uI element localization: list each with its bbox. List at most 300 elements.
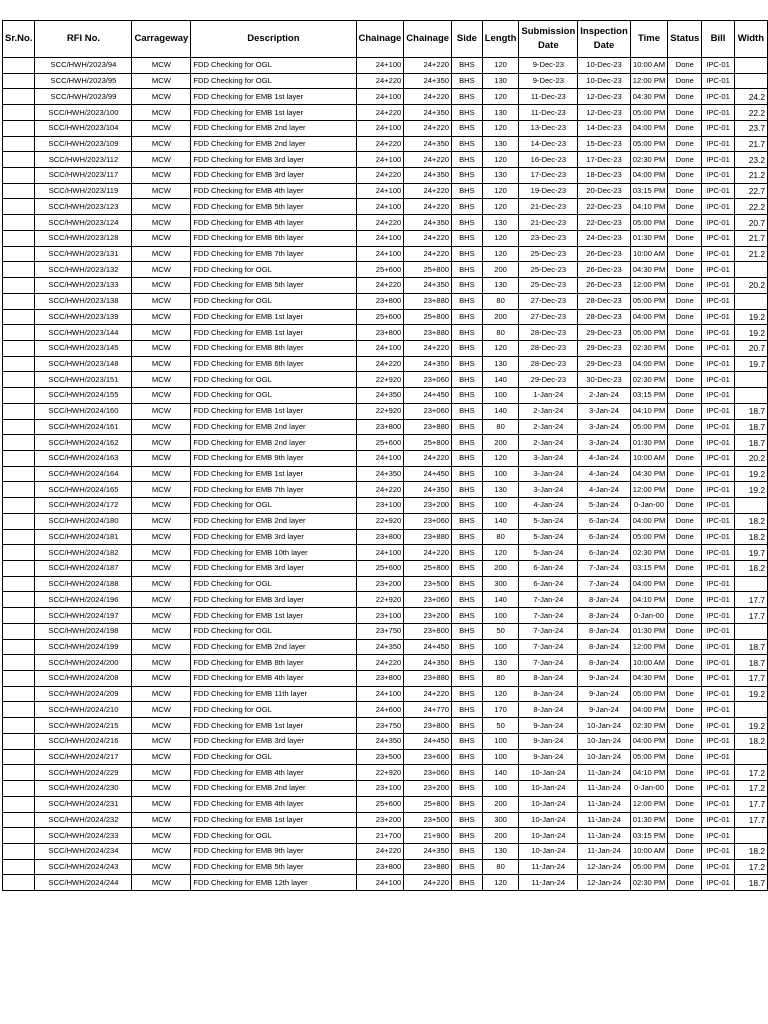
- side-cell: BHS: [452, 482, 483, 498]
- inspection-date-cell: 3-Jan-24: [578, 419, 631, 435]
- width-cell: 18.2: [734, 513, 767, 529]
- inspection-date-cell: 10-Jan-24: [578, 718, 631, 734]
- submission-date-cell: 1-Jan-24: [519, 388, 578, 404]
- time-cell: 02:30 PM: [630, 340, 668, 356]
- status-cell: Done: [668, 702, 702, 718]
- length-cell: 100: [482, 639, 519, 655]
- chainage-to-cell: 24+220: [404, 246, 452, 262]
- bill-cell: IPC-01: [702, 309, 734, 325]
- inspection-date-cell: 4-Jan-24: [578, 450, 631, 466]
- description-cell: FDD Checking for OGL: [191, 293, 356, 309]
- status-cell: Done: [668, 859, 702, 875]
- table-row: [3, 372, 768, 388]
- carrageway-cell: MCW: [132, 639, 191, 655]
- length-cell: 100: [482, 749, 519, 765]
- submission-date-cell: 4-Jan-24: [519, 498, 578, 514]
- inspection-date-cell: 14-Dec-23: [578, 120, 631, 136]
- description-cell: FDD Checking for EMB 6th layer: [191, 356, 356, 372]
- sr-no-cell: [3, 152, 35, 168]
- bill-cell: IPC-01: [702, 293, 734, 309]
- status-cell: Done: [668, 152, 702, 168]
- submission-date-cell: 14-Dec-23: [519, 136, 578, 152]
- chainage-from-cell: 23+100: [356, 608, 404, 624]
- chainage-from-cell: 22+920: [356, 403, 404, 419]
- side-cell: BHS: [452, 623, 483, 639]
- status-cell: Done: [668, 356, 702, 372]
- chainage-from-cell: 24+100: [356, 58, 404, 74]
- submission-date-cell: 10-Jan-24: [519, 781, 578, 797]
- rfi-no-cell: SCC/HWH/2024/231: [35, 796, 132, 812]
- chainage-to-cell: 23+880: [404, 419, 452, 435]
- chainage-to-cell: 23+800: [404, 718, 452, 734]
- inspection-date-cell: 11-Jan-24: [578, 765, 631, 781]
- bill-cell: IPC-01: [702, 812, 734, 828]
- side-cell: BHS: [452, 262, 483, 278]
- sr-no-cell: [3, 843, 35, 859]
- side-cell: BHS: [452, 73, 483, 89]
- chainage-from-cell: 23+800: [356, 859, 404, 875]
- side-cell: BHS: [452, 388, 483, 404]
- bill-cell: IPC-01: [702, 513, 734, 529]
- inspection-date-cell: 8-Jan-24: [578, 639, 631, 655]
- table-row: [3, 73, 768, 89]
- table-row: [3, 781, 768, 797]
- width-cell: 17.2: [734, 859, 767, 875]
- side-cell: BHS: [452, 136, 483, 152]
- width-cell: 17.7: [734, 592, 767, 608]
- width-cell: 18.2: [734, 561, 767, 577]
- side-cell: BHS: [452, 340, 483, 356]
- description-cell: FDD Checking for EMB 2nd layer: [191, 419, 356, 435]
- chainage-from-cell: 22+920: [356, 513, 404, 529]
- sr-no-cell: [3, 671, 35, 687]
- time-cell: 04:00 PM: [630, 309, 668, 325]
- time-cell: 04:30 PM: [630, 671, 668, 687]
- chainage-from-cell: 25+600: [356, 796, 404, 812]
- length-cell: 100: [482, 466, 519, 482]
- chainage-from-cell: 25+600: [356, 309, 404, 325]
- carrageway-cell: MCW: [132, 435, 191, 451]
- width-cell: [734, 58, 767, 74]
- sr-no-cell: [3, 765, 35, 781]
- width-cell: 20.7: [734, 340, 767, 356]
- chainage-to-cell: 24+350: [404, 136, 452, 152]
- inspection-date-cell: 12-Dec-23: [578, 89, 631, 105]
- description-cell: FDD Checking for OGL: [191, 372, 356, 388]
- header-side: Side: [452, 21, 483, 58]
- table-row: [3, 120, 768, 136]
- chainage-from-cell: 24+220: [356, 482, 404, 498]
- table-row: [3, 168, 768, 184]
- time-cell: 04:30 PM: [630, 466, 668, 482]
- side-cell: BHS: [452, 733, 483, 749]
- chainage-to-cell: 25+800: [404, 796, 452, 812]
- inspection-date-cell: 7-Jan-24: [578, 576, 631, 592]
- chainage-from-cell: 24+100: [356, 686, 404, 702]
- chainage-from-cell: 24+100: [356, 183, 404, 199]
- rfi-no-cell: SCC/HWH/2024/229: [35, 765, 132, 781]
- table-row: [3, 403, 768, 419]
- inspection-date-cell: 15-Dec-23: [578, 136, 631, 152]
- inspection-date-cell: 11-Jan-24: [578, 796, 631, 812]
- width-cell: 19.2: [734, 325, 767, 341]
- chainage-from-cell: 23+100: [356, 781, 404, 797]
- chainage-to-cell: 24+220: [404, 183, 452, 199]
- chainage-from-cell: 23+800: [356, 293, 404, 309]
- side-cell: BHS: [452, 403, 483, 419]
- time-cell: 05:00 PM: [630, 215, 668, 231]
- chainage-from-cell: 24+350: [356, 388, 404, 404]
- rfi-no-cell: SCC/HWH/2023/145: [35, 340, 132, 356]
- length-cell: 100: [482, 733, 519, 749]
- bill-cell: IPC-01: [702, 136, 734, 152]
- chainage-from-cell: 22+920: [356, 765, 404, 781]
- sr-no-cell: [3, 529, 35, 545]
- rfi-no-cell: SCC/HWH/2024/196: [35, 592, 132, 608]
- table-row: [3, 702, 768, 718]
- table-row: [3, 356, 768, 372]
- chainage-to-cell: 24+350: [404, 843, 452, 859]
- submission-date-cell: 6-Jan-24: [519, 561, 578, 577]
- table-row: [3, 325, 768, 341]
- length-cell: 170: [482, 702, 519, 718]
- submission-date-cell: 23-Dec-23: [519, 230, 578, 246]
- length-cell: 200: [482, 828, 519, 844]
- bill-cell: IPC-01: [702, 875, 734, 891]
- carrageway-cell: MCW: [132, 576, 191, 592]
- carrageway-cell: MCW: [132, 136, 191, 152]
- table-row: [3, 246, 768, 262]
- length-cell: 120: [482, 152, 519, 168]
- submission-date-cell: 13-Dec-23: [519, 120, 578, 136]
- submission-date-cell: 2-Jan-24: [519, 419, 578, 435]
- sr-no-cell: [3, 498, 35, 514]
- bill-cell: IPC-01: [702, 278, 734, 294]
- chainage-from-cell: 24+220: [356, 73, 404, 89]
- submission-date-cell: 11-Jan-24: [519, 859, 578, 875]
- carrageway-cell: MCW: [132, 733, 191, 749]
- time-cell: 01:30 PM: [630, 812, 668, 828]
- header-rfi-no: RFI No.: [35, 21, 132, 58]
- chainage-to-cell: 24+350: [404, 73, 452, 89]
- carrageway-cell: MCW: [132, 592, 191, 608]
- inspection-date-cell: 28-Dec-23: [578, 293, 631, 309]
- status-cell: Done: [668, 278, 702, 294]
- submission-date-cell: 3-Jan-24: [519, 482, 578, 498]
- description-cell: FDD Checking for EMB 1st layer: [191, 466, 356, 482]
- carrageway-cell: MCW: [132, 545, 191, 561]
- chainage-to-cell: 24+220: [404, 545, 452, 561]
- carrageway-cell: MCW: [132, 482, 191, 498]
- side-cell: BHS: [452, 718, 483, 734]
- submission-date-cell: 29-Dec-23: [519, 372, 578, 388]
- time-cell: 04:00 PM: [630, 576, 668, 592]
- table-row: [3, 812, 768, 828]
- chainage-to-cell: 24+220: [404, 450, 452, 466]
- status-cell: Done: [668, 215, 702, 231]
- bill-cell: IPC-01: [702, 230, 734, 246]
- description-cell: FDD Checking for OGL: [191, 262, 356, 278]
- width-cell: 21.2: [734, 168, 767, 184]
- chainage-from-cell: 24+100: [356, 450, 404, 466]
- table-row: [3, 435, 768, 451]
- width-cell: 18.2: [734, 843, 767, 859]
- table-row: [3, 655, 768, 671]
- chainage-to-cell: 25+800: [404, 262, 452, 278]
- time-cell: 05:00 PM: [630, 293, 668, 309]
- chainage-from-cell: 24+220: [356, 168, 404, 184]
- carrageway-cell: MCW: [132, 356, 191, 372]
- time-cell: 05:00 PM: [630, 325, 668, 341]
- bill-cell: IPC-01: [702, 73, 734, 89]
- time-cell: 02:30 PM: [630, 545, 668, 561]
- chainage-from-cell: 24+350: [356, 466, 404, 482]
- length-cell: 120: [482, 199, 519, 215]
- side-cell: BHS: [452, 466, 483, 482]
- table-row: [3, 278, 768, 294]
- sr-no-cell: [3, 749, 35, 765]
- length-cell: 120: [482, 58, 519, 74]
- carrageway-cell: MCW: [132, 812, 191, 828]
- bill-cell: IPC-01: [702, 419, 734, 435]
- time-cell: 0-Jan-00: [630, 608, 668, 624]
- sr-no-cell: [3, 466, 35, 482]
- rfi-no-cell: SCC/HWH/2023/139: [35, 309, 132, 325]
- rfi-no-cell: SCC/HWH/2024/243: [35, 859, 132, 875]
- chainage-from-cell: 23+200: [356, 812, 404, 828]
- description-cell: FDD Checking for EMB 12th layer: [191, 875, 356, 891]
- sr-no-cell: [3, 58, 35, 74]
- sr-no-cell: [3, 702, 35, 718]
- chainage-from-cell: 24+100: [356, 545, 404, 561]
- length-cell: 130: [482, 278, 519, 294]
- length-cell: 120: [482, 89, 519, 105]
- table-row: [3, 749, 768, 765]
- rfi-no-cell: SCC/HWH/2024/210: [35, 702, 132, 718]
- inspection-date-cell: 26-Dec-23: [578, 246, 631, 262]
- length-cell: 130: [482, 843, 519, 859]
- table-row: [3, 529, 768, 545]
- description-cell: FDD Checking for EMB 1st layer: [191, 105, 356, 121]
- side-cell: BHS: [452, 608, 483, 624]
- sr-no-cell: [3, 388, 35, 404]
- inspection-date-cell: 26-Dec-23: [578, 278, 631, 294]
- length-cell: 200: [482, 262, 519, 278]
- sr-no-cell: [3, 215, 35, 231]
- chainage-from-cell: 23+500: [356, 749, 404, 765]
- bill-cell: IPC-01: [702, 372, 734, 388]
- width-cell: 17.7: [734, 671, 767, 687]
- inspection-date-cell: 7-Jan-24: [578, 561, 631, 577]
- chainage-from-cell: 23+800: [356, 325, 404, 341]
- rfi-no-cell: SCC/HWH/2023/128: [35, 230, 132, 246]
- bill-cell: IPC-01: [702, 262, 734, 278]
- bill-cell: IPC-01: [702, 340, 734, 356]
- submission-date-cell: 19-Dec-23: [519, 183, 578, 199]
- chainage-from-cell: 24+220: [356, 136, 404, 152]
- time-cell: 10:00 AM: [630, 246, 668, 262]
- inspection-date-cell: 24-Dec-23: [578, 230, 631, 246]
- rfi-no-cell: SCC/HWH/2024/164: [35, 466, 132, 482]
- side-cell: BHS: [452, 686, 483, 702]
- table-row: [3, 89, 768, 105]
- status-cell: Done: [668, 246, 702, 262]
- time-cell: 05:00 PM: [630, 529, 668, 545]
- side-cell: BHS: [452, 168, 483, 184]
- sr-no-cell: [3, 828, 35, 844]
- chainage-to-cell: 24+220: [404, 230, 452, 246]
- chainage-from-cell: 24+100: [356, 230, 404, 246]
- status-cell: Done: [668, 89, 702, 105]
- time-cell: 12:00 PM: [630, 278, 668, 294]
- bill-cell: IPC-01: [702, 89, 734, 105]
- table-row: [3, 466, 768, 482]
- bill-cell: IPC-01: [702, 702, 734, 718]
- sr-no-cell: [3, 718, 35, 734]
- carrageway-cell: MCW: [132, 781, 191, 797]
- description-cell: FDD Checking for EMB 4th layer: [191, 215, 356, 231]
- chainage-to-cell: 24+220: [404, 686, 452, 702]
- rfi-no-cell: SCC/HWH/2023/133: [35, 278, 132, 294]
- rfi-no-cell: SCC/HWH/2023/138: [35, 293, 132, 309]
- bill-cell: IPC-01: [702, 733, 734, 749]
- status-cell: Done: [668, 120, 702, 136]
- bill-cell: IPC-01: [702, 105, 734, 121]
- inspection-date-cell: 3-Jan-24: [578, 435, 631, 451]
- submission-date-cell: 9-Jan-24: [519, 733, 578, 749]
- length-cell: 80: [482, 671, 519, 687]
- description-cell: FDD Checking for EMB 3rd layer: [191, 561, 356, 577]
- width-cell: 18.7: [734, 655, 767, 671]
- sr-no-cell: [3, 403, 35, 419]
- length-cell: 130: [482, 356, 519, 372]
- side-cell: BHS: [452, 765, 483, 781]
- description-cell: FDD Checking for EMB 2nd layer: [191, 513, 356, 529]
- chainage-from-cell: 24+100: [356, 340, 404, 356]
- chainage-to-cell: 21+900: [404, 828, 452, 844]
- submission-date-cell: 27-Dec-23: [519, 293, 578, 309]
- rfi-no-cell: SCC/HWH/2024/172: [35, 498, 132, 514]
- rfi-no-cell: SCC/HWH/2024/234: [35, 843, 132, 859]
- inspection-date-cell: 4-Jan-24: [578, 482, 631, 498]
- table-row: [3, 498, 768, 514]
- inspection-date-cell: 3-Jan-24: [578, 403, 631, 419]
- chainage-from-cell: 22+920: [356, 372, 404, 388]
- sr-no-cell: [3, 686, 35, 702]
- length-cell: 120: [482, 545, 519, 561]
- chainage-from-cell: 24+600: [356, 702, 404, 718]
- chainage-to-cell: 24+220: [404, 340, 452, 356]
- status-cell: Done: [668, 561, 702, 577]
- inspection-date-cell: 8-Jan-24: [578, 623, 631, 639]
- description-cell: FDD Checking for EMB 2nd layer: [191, 435, 356, 451]
- bill-cell: IPC-01: [702, 120, 734, 136]
- bill-cell: IPC-01: [702, 152, 734, 168]
- rfi-no-cell: SCC/HWH/2024/216: [35, 733, 132, 749]
- bill-cell: IPC-01: [702, 435, 734, 451]
- status-cell: Done: [668, 608, 702, 624]
- status-cell: Done: [668, 623, 702, 639]
- header-status: Status: [668, 21, 702, 58]
- chainage-from-cell: 23+750: [356, 718, 404, 734]
- chainage-from-cell: 24+100: [356, 246, 404, 262]
- submission-date-cell: 7-Jan-24: [519, 623, 578, 639]
- chainage-to-cell: 24+770: [404, 702, 452, 718]
- time-cell: 12:00 PM: [630, 482, 668, 498]
- status-cell: Done: [668, 450, 702, 466]
- rfi-no-cell: SCC/HWH/2023/99: [35, 89, 132, 105]
- sr-no-cell: [3, 183, 35, 199]
- inspection-date-cell: 6-Jan-24: [578, 529, 631, 545]
- width-cell: [734, 388, 767, 404]
- length-cell: 140: [482, 513, 519, 529]
- submission-date-cell: 9-Jan-24: [519, 749, 578, 765]
- length-cell: 50: [482, 718, 519, 734]
- sr-no-cell: [3, 812, 35, 828]
- chainage-from-cell: 24+100: [356, 89, 404, 105]
- carrageway-cell: MCW: [132, 671, 191, 687]
- width-cell: 18.7: [734, 875, 767, 891]
- inspection-date-cell: 10-Dec-23: [578, 73, 631, 89]
- width-cell: 17.2: [734, 765, 767, 781]
- chainage-from-cell: 25+600: [356, 435, 404, 451]
- sr-no-cell: [3, 89, 35, 105]
- table-row: [3, 136, 768, 152]
- width-cell: 19.2: [734, 686, 767, 702]
- rfi-no-cell: SCC/HWH/2024/162: [35, 435, 132, 451]
- submission-date-cell: 8-Jan-24: [519, 686, 578, 702]
- description-cell: FDD Checking for EMB 2nd layer: [191, 120, 356, 136]
- chainage-from-cell: 23+800: [356, 529, 404, 545]
- chainage-to-cell: 24+350: [404, 215, 452, 231]
- sr-no-cell: [3, 639, 35, 655]
- rfi-no-cell: SCC/HWH/2024/215: [35, 718, 132, 734]
- status-cell: Done: [668, 58, 702, 74]
- description-cell: FDD Checking for OGL: [191, 828, 356, 844]
- side-cell: BHS: [452, 859, 483, 875]
- time-cell: 10:00 AM: [630, 843, 668, 859]
- sr-no-cell: [3, 545, 35, 561]
- description-cell: FDD Checking for OGL: [191, 498, 356, 514]
- table-row: [3, 183, 768, 199]
- table-row: [3, 828, 768, 844]
- carrageway-cell: MCW: [132, 686, 191, 702]
- width-cell: 20.2: [734, 450, 767, 466]
- time-cell: 05:00 PM: [630, 136, 668, 152]
- chainage-to-cell: 25+800: [404, 561, 452, 577]
- rfi-no-cell: SCC/HWH/2024/180: [35, 513, 132, 529]
- status-cell: Done: [668, 545, 702, 561]
- bill-cell: IPC-01: [702, 450, 734, 466]
- description-cell: FDD Checking for OGL: [191, 749, 356, 765]
- sr-no-cell: [3, 136, 35, 152]
- length-cell: 80: [482, 419, 519, 435]
- rfi-no-cell: SCC/HWH/2024/199: [35, 639, 132, 655]
- status-cell: Done: [668, 875, 702, 891]
- bill-cell: IPC-01: [702, 561, 734, 577]
- chainage-to-cell: 24+350: [404, 482, 452, 498]
- carrageway-cell: MCW: [132, 120, 191, 136]
- bill-cell: IPC-01: [702, 859, 734, 875]
- time-cell: 12:00 PM: [630, 796, 668, 812]
- submission-date-cell: 27-Dec-23: [519, 309, 578, 325]
- carrageway-cell: MCW: [132, 765, 191, 781]
- sr-no-cell: [3, 356, 35, 372]
- bill-cell: IPC-01: [702, 828, 734, 844]
- chainage-to-cell: 23+200: [404, 608, 452, 624]
- bill-cell: IPC-01: [702, 246, 734, 262]
- width-cell: 17.2: [734, 781, 767, 797]
